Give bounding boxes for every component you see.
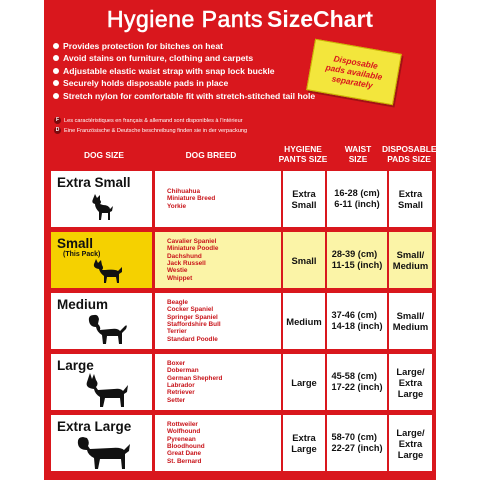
table-row [51, 415, 432, 471]
poodle-silhouette-icon [85, 311, 129, 347]
pants-size-value: Large [291, 376, 317, 388]
waist-size-cell [327, 232, 387, 288]
feature-item: Provides protection for bitches on heat [52, 40, 312, 52]
breed-list [155, 238, 218, 282]
breed-name: Rottweiler [167, 420, 198, 428]
breed-name: Great Dane [167, 450, 202, 458]
waist-size-value: 28-39 (cm) 11-15 (inch) [331, 248, 383, 270]
breed-name: Wolfhound [167, 428, 201, 436]
breed-name: Chihuahua [167, 187, 201, 195]
size-chart-sheet [44, 0, 436, 480]
page-title [44, 6, 436, 36]
breed-name: German Shepherd [167, 374, 223, 382]
breed-list [155, 188, 215, 210]
waist-size-value: 37-46 (cm) 14-18 (inch) [331, 309, 383, 331]
breed-name: Bloodhound [167, 443, 205, 450]
size-name: Medium [57, 297, 109, 312]
pants-size-cell [283, 232, 325, 288]
small-dog-silhouette-icon [91, 256, 125, 286]
feature-item: Securely holds disposable pads in place [52, 77, 312, 89]
feature-item: Stretch nylon for comfortable fit with stretch-stitched tail hole [52, 90, 312, 102]
breed-name: Doberman [167, 367, 199, 375]
chihuahua-silhouette-icon [89, 193, 115, 223]
badge-text: Disposable pads available separately [324, 53, 384, 91]
size-cell [51, 171, 152, 227]
breed-name: St. Bernard [167, 457, 202, 465]
pants-size-cell [283, 293, 325, 349]
pads-available-badge [306, 39, 402, 105]
size-cell [51, 354, 152, 410]
header-pads-size: DISPOSABLE PADS SIZE [382, 144, 436, 164]
breed-name: Cocker Spaniel [167, 306, 214, 314]
breed-cell [155, 293, 281, 349]
size-table [51, 171, 432, 473]
breed-name: Dachshund [167, 252, 202, 260]
pads-size-cell [389, 171, 432, 227]
size-cell [51, 415, 152, 471]
waist-size-value: 58-70 (cm) 22-27 (inch) [331, 431, 383, 453]
title-size-chart: SizeChart [267, 6, 374, 32]
breed-cell [155, 232, 281, 288]
pads-size-cell [389, 354, 432, 410]
pants-size-cell [283, 354, 325, 410]
breed-name: Miniature Breed [167, 195, 216, 203]
waist-size-value: 16-28 (cm) 6-11 (inch) [334, 187, 380, 209]
large-dog-silhouette-icon [81, 370, 131, 410]
waist-size-cell [327, 171, 387, 227]
header-dog-size: DOG SIZE [83, 150, 125, 160]
pads-size-value: Extra Small [397, 188, 423, 210]
size-name: Large [57, 358, 94, 373]
table-row [51, 232, 432, 288]
size-name: Extra Large [57, 419, 132, 434]
waist-size-cell [327, 354, 387, 410]
breed-list [155, 421, 205, 465]
pads-size-cell [389, 415, 432, 471]
breed-cell [155, 171, 281, 227]
header-pants-size: HYGIENE PANTS SIZE [278, 144, 328, 164]
size-cell [51, 232, 152, 288]
breed-name: Standard Poodle [167, 335, 218, 343]
flag-d-icon: D [55, 127, 60, 134]
language-note-german [54, 127, 424, 135]
breed-name: Terrier [167, 328, 187, 336]
size-name: Small [57, 236, 94, 251]
feature-item: Avoid stains on furniture, clothing and carpets [52, 52, 312, 64]
breed-list [155, 299, 221, 343]
table-row [51, 354, 432, 410]
pads-size-cell [389, 232, 432, 288]
waist-size-value: 45-58 (cm) 17-22 (inch) [331, 370, 383, 392]
language-note-french [54, 117, 424, 125]
breed-name: Miniature Poodle [167, 245, 219, 253]
pants-size-cell [283, 171, 325, 227]
breed-cell [155, 415, 281, 471]
breed-name: Whippet [167, 274, 193, 282]
breed-list [155, 360, 222, 404]
pants-size-value: Extra Small [291, 188, 317, 210]
size-cell [51, 293, 152, 349]
pads-size-value: Small/ Medium [392, 310, 429, 332]
extra-large-dog-silhouette-icon [73, 431, 133, 471]
table-row [51, 293, 432, 349]
breed-name: Cavalier Spaniel [167, 237, 217, 245]
breed-name: Staffordshire Bull [167, 321, 221, 328]
breed-name: Pyrenean [167, 435, 196, 443]
flag-f-icon: F [55, 117, 60, 124]
pads-size-value: Large/ Extra Large [396, 426, 425, 460]
language-note-text: Les caractéristiques en français & allemand sont disponibles à l'intérieur [64, 118, 243, 124]
waist-size-cell [327, 293, 387, 349]
pads-size-cell [389, 293, 432, 349]
breed-name: Boxer [167, 359, 186, 367]
size-name: Extra Small [57, 175, 131, 190]
header-waist-size: WAIST SIZE [344, 144, 372, 164]
pants-size-value: Medium [286, 315, 322, 327]
pads-size-value: Small/ Medium [392, 249, 429, 271]
breed-name: Jack Russell [167, 260, 206, 267]
pants-size-cell [283, 415, 325, 471]
breed-cell [155, 354, 281, 410]
pants-size-value: Small [291, 254, 317, 266]
breed-name: Beagle [167, 298, 188, 306]
breed-name: Labrador [167, 382, 195, 389]
feature-item: Adjustable elastic waist strap with snap lock buckle [52, 65, 312, 77]
breed-name: Retriever [167, 389, 195, 397]
feature-list [52, 40, 316, 102]
language-note-text: Eine Französische & Deutsche beschreibung finden sie in der verpackung [64, 128, 248, 134]
title-hygiene-pants: Hygiene Pants [106, 6, 263, 32]
this-pack-note: (This Pack) [63, 251, 101, 258]
pants-size-value: Extra Large [291, 432, 317, 454]
pads-size-value: Large/ Extra Large [396, 365, 425, 399]
table-header [44, 140, 436, 170]
header-dog-breed: DOG BREED [185, 150, 237, 160]
breed-name: Westie [167, 267, 188, 275]
breed-name: Yorkie [167, 202, 187, 210]
table-row [51, 171, 432, 227]
waist-size-cell [327, 415, 387, 471]
breed-name: Setter [167, 396, 186, 404]
breed-name: Springer Spaniel [167, 313, 218, 321]
